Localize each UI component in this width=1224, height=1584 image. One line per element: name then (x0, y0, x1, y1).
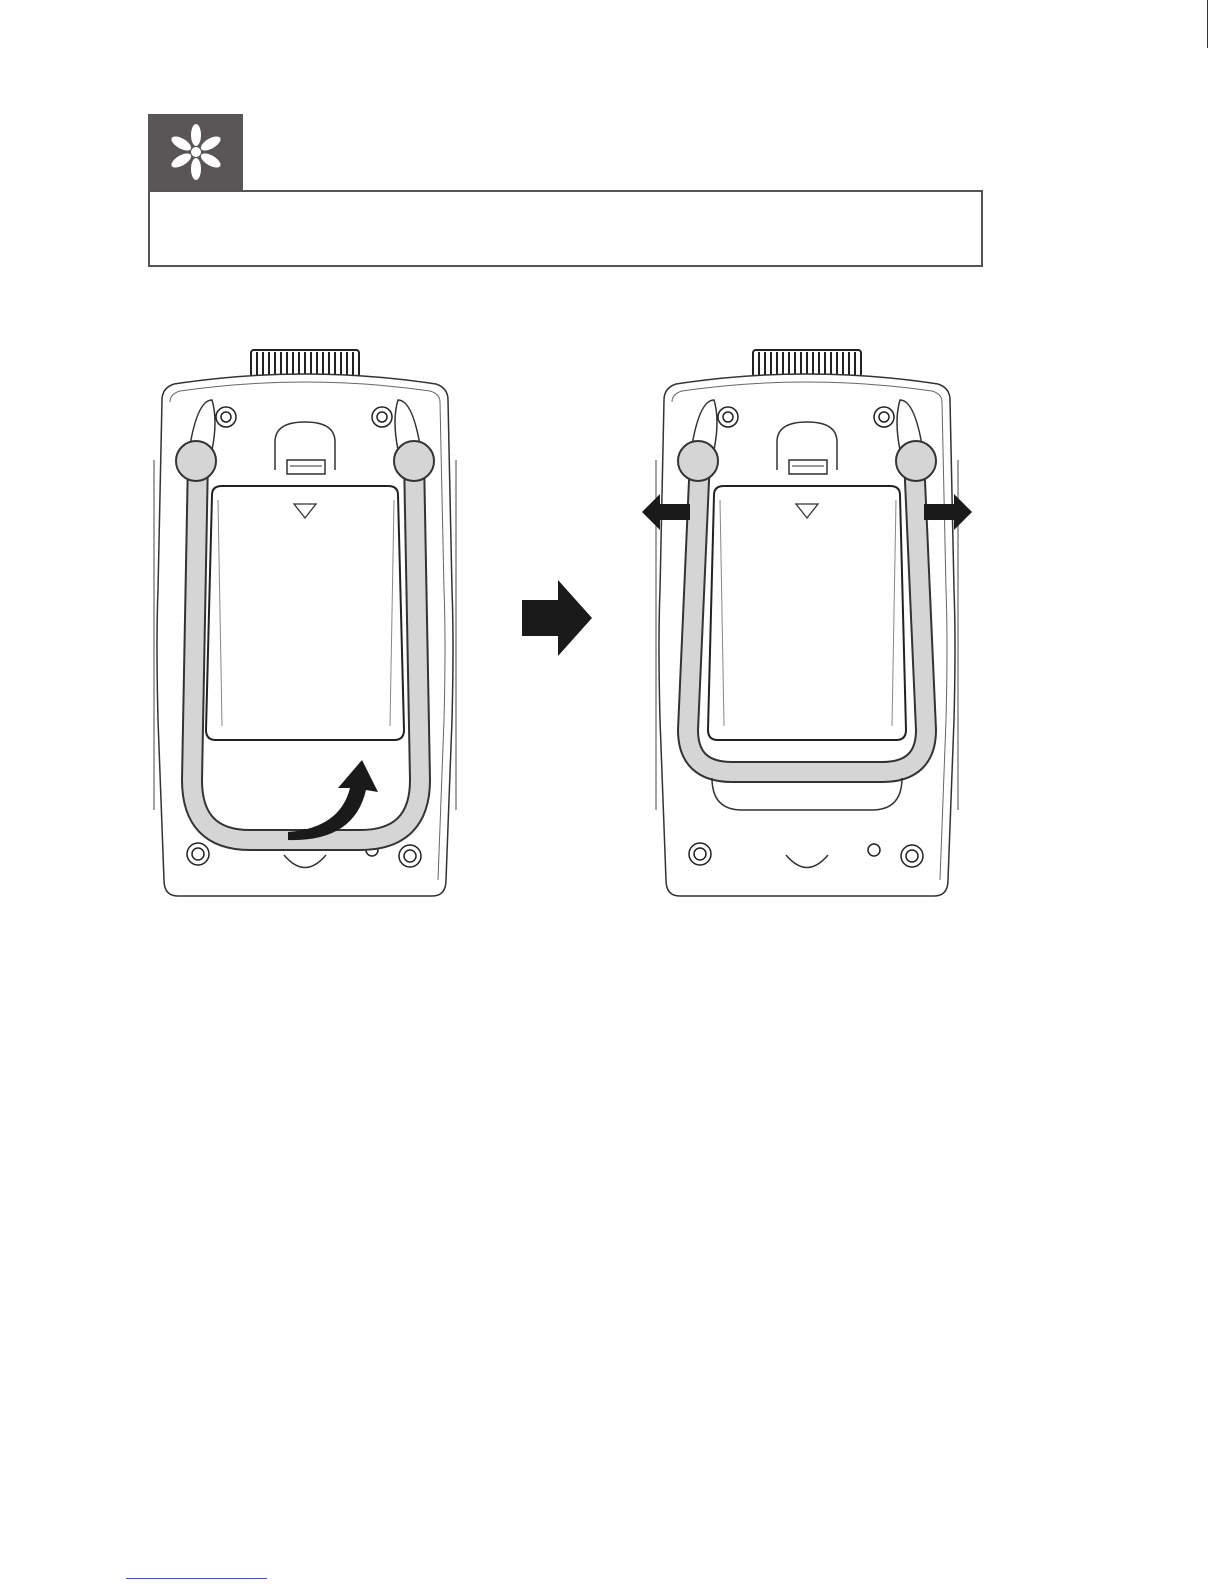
device-step-2 (642, 350, 972, 896)
footer-link-rule (126, 1578, 267, 1579)
strap-illustration (140, 340, 1000, 910)
next-step-arrow-icon (522, 580, 592, 656)
tip-icon (148, 114, 243, 190)
page-edge-rule (1207, 0, 1208, 48)
device-step-1 (154, 350, 456, 896)
tip-box (148, 190, 983, 267)
asterisk-icon (148, 114, 243, 190)
